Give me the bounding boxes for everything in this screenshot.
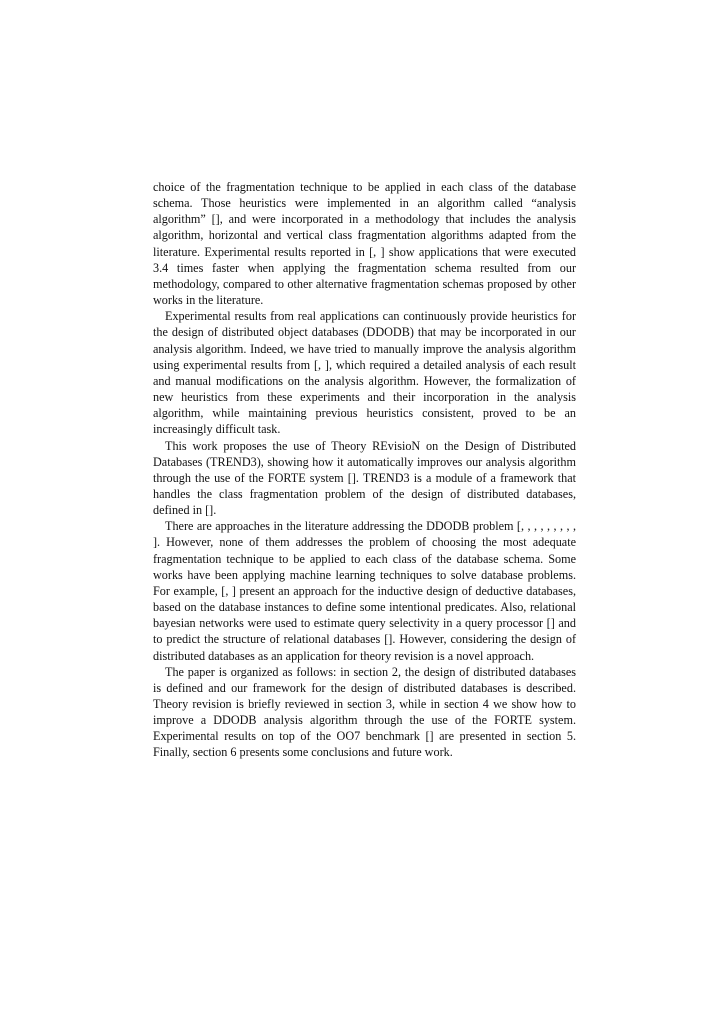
paragraph-2: Experimental results from real applications can continuously provide heuristics for the design of distributed object databases (DDODB) that may be incorporated in our analysis algorithm. Indeed, we have tried to manually improve the analysis algorithm using experimental results from [, ], which required a detailed analysis of each result and manual modifications on the analysis algorithm. However, the formalization of new heuristics from these experiments and their incorporation in the analysis algorithm, while maintaining previous heuristics consistent, proved to be an increasingly difficult task. (153, 309, 576, 437)
paragraph-5: The paper is organized as follows: in section 2, the design of distributed databases is defined and our framework for the design of distributed databases is described. Theory revision is briefly reviewed in section 3, while in section 4 we show how to improve a DDODB analysis algorithm through the use of the FORTE system. Experimental results on top of the OO7 benchmark [] are presented in section 5. Finally, section 6 presents some conclusions and future work. (153, 664, 576, 760)
paragraph-4: There are approaches in the literature addressing the DDODB problem [, , , , , , , , , ]. However, none of them addresses the problem of choosing the most adequate fragmentation technique to be applied to each class of the database schema. Some works have been applying machine learning techniques to solve database problems. For example, [, ] present an approach for the inductive design of deductive databases, based on the database instances to define some intentional predicates. Also, relational bayesian networks were used to estimate query selectivity in a query processor [] and to predict the structure of relational databases []. However, considering the design of distributed databases as an application for theory revision is a novel approach. (153, 519, 576, 663)
paragraph-1: choice of the fragmentation technique to be applied in each class of the database schema. Those heuristics were implemented in an algorithm called “analysis algorithm” [], and were incorporated in a methodology that includes the analysis algorithm, horizontal and vertical class fragmentation algorithms adapted from the literature. Experimental results reported in [, ] show applications that were executed 3.4 times faster when applying the fragmentation schema resulted from our methodology, compared to other alternative fragmentation schemas proposed by other works in the literature. (153, 180, 576, 308)
paragraph-3: This work proposes the use of Theory REvisioN on the Design of Distributed Databases (TREND3), showing how it automatically improves our analysis algorithm through the use of the FORTE system []. TREND3 is a module of a framework that handles the class fragmentation problem of the design of distributed databases, defined in []. (153, 438, 576, 518)
body-text (153, 179, 576, 761)
